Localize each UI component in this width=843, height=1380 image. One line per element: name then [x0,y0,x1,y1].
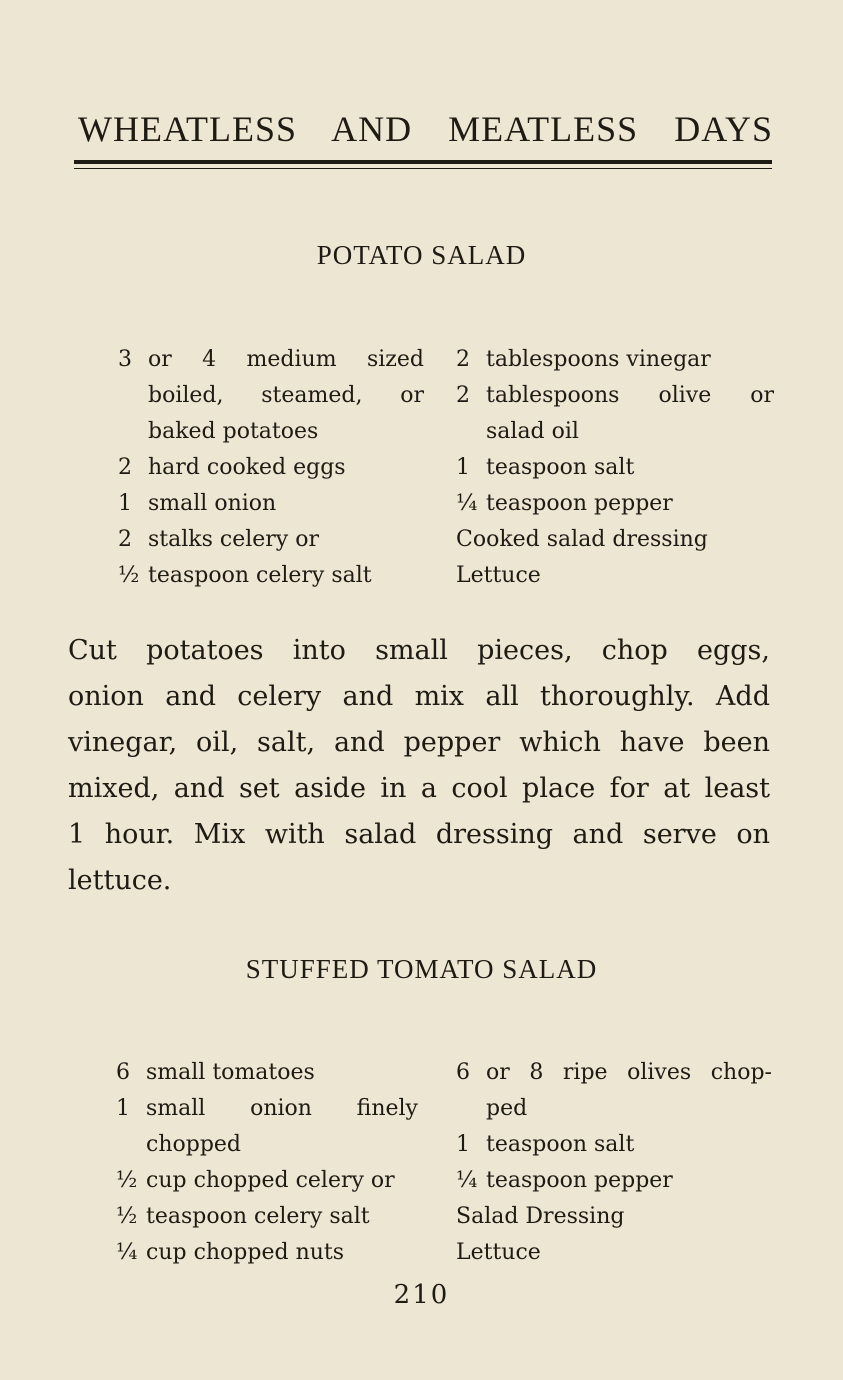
ingredient-text: tablespoons olive or [486,383,774,408]
ingredient-line [116,1199,418,1235]
ingredient-text: stalks celery or [148,527,319,552]
page-number: 210 [393,1280,450,1310]
ingredient-line [456,486,774,522]
ingredient-line [456,414,774,450]
ingredient-quantity: 2 [456,383,470,408]
directions-line: Cut potatoes into small pieces, chop eggs, [68,635,770,666]
ingredient-quantity: ¼ [456,491,478,516]
ingredient-line [116,1127,418,1163]
ingredient-line [118,342,424,378]
ingredient-text: small onion finely [146,1096,418,1121]
ingredient-text: small onion [148,491,277,516]
ingredient-quantity: ½ [116,1168,138,1193]
ingredient-line [456,1235,772,1271]
ingredient-text: small tomatoes [146,1060,315,1085]
directions-line: lettuce. [68,865,172,896]
ingredient-line [456,1199,772,1235]
ingredient-text: cup chopped nuts [146,1240,345,1265]
ingredient-text: teaspoon pepper [486,491,673,516]
directions-line: vinegar, oil, salt, and pepper which have been [68,727,770,758]
recipe-title: STUFFED TOMATO SALAD [245,954,598,984]
ingredient-text: teaspoon salt [486,1132,635,1157]
ingredient-quantity: 1 [118,491,132,516]
ingredient-line [116,1091,418,1127]
ingredient-text: teaspoon pepper [486,1168,673,1193]
ingredient-quantity: 6 [116,1060,130,1085]
ingredient-quantity: 2 [456,347,470,372]
ingredient-quantity: 1 [456,1132,470,1157]
recipe-directions [68,628,770,904]
ingredient-text: teaspoon celery salt [148,563,372,588]
ingredient-line [116,1055,418,1091]
ingredient-text: teaspoon celery salt [146,1204,370,1229]
ingredient-line [456,1091,772,1127]
ingredient-text: Salad Dressing [456,1204,625,1229]
ingredient-line [456,342,774,378]
ingredient-text: baked potatoes [148,419,319,444]
ingredient-text: teaspoon salt [486,455,635,480]
ingredient-line [456,1163,772,1199]
ingredient-text: chopped [146,1132,242,1157]
header-rule-thick [74,160,772,164]
ingredient-line [116,1235,418,1271]
ingredient-text: hard cooked eggs [148,455,346,480]
recipe-title: POTATO SALAD [316,240,527,270]
ingredient-text: tablespoons vinegar [486,347,711,372]
directions-line: mixed, and set aside in a cool place for at least [68,773,770,804]
ingredient-line [116,1163,418,1199]
ingredient-quantity: 6 [456,1060,470,1085]
ingredient-text: Lettuce [456,563,541,588]
ingredient-text: Cooked salad dressing [456,527,708,552]
ingredient-text: boiled, steamed, or [148,383,424,408]
ingredient-text: Lettuce [456,1240,541,1265]
running-head: WHEATLESS AND MEATLESS DAYS [78,109,773,149]
ingredient-line [456,450,774,486]
ingredient-line [118,522,424,558]
ingredient-line [118,486,424,522]
ingredient-line [118,414,424,450]
directions-line: onion and celery and mix all thoroughly. Add [68,681,770,712]
ingredient-quantity: 1 [116,1096,130,1121]
ingredient-quantity: ¼ [116,1240,138,1265]
ingredient-text: salad oil [486,419,579,444]
ingredient-quantity: 2 [118,455,132,480]
ingredient-text: ped [486,1096,528,1121]
ingredient-line [456,378,774,414]
ingredient-text: cup chopped celery or [146,1168,395,1193]
ingredient-quantity: 1 [456,455,470,480]
ingredient-list-left [118,342,424,594]
ingredient-quantity: ¼ [456,1168,478,1193]
ingredient-list-right [456,342,774,594]
ingredient-line [456,1055,772,1091]
ingredient-quantity: ½ [118,563,140,588]
ingredient-list-right [456,1055,772,1271]
ingredient-text: or 4 medium sized [148,347,424,372]
ingredient-quantity: 2 [118,527,132,552]
header-rule-thin [74,168,772,169]
directions-line: 1 hour. Mix with salad dressing and serve on [68,819,770,850]
ingredient-line [118,378,424,414]
ingredient-text: or 8 ripe olives chop- [486,1060,772,1085]
ingredient-line [456,1127,772,1163]
ingredient-quantity: 3 [118,347,132,372]
ingredient-line [456,558,774,594]
ingredient-line [456,522,774,558]
ingredient-line [118,558,424,594]
ingredient-quantity: ½ [116,1204,138,1229]
ingredient-line [118,450,424,486]
ingredient-list-left [116,1055,418,1271]
